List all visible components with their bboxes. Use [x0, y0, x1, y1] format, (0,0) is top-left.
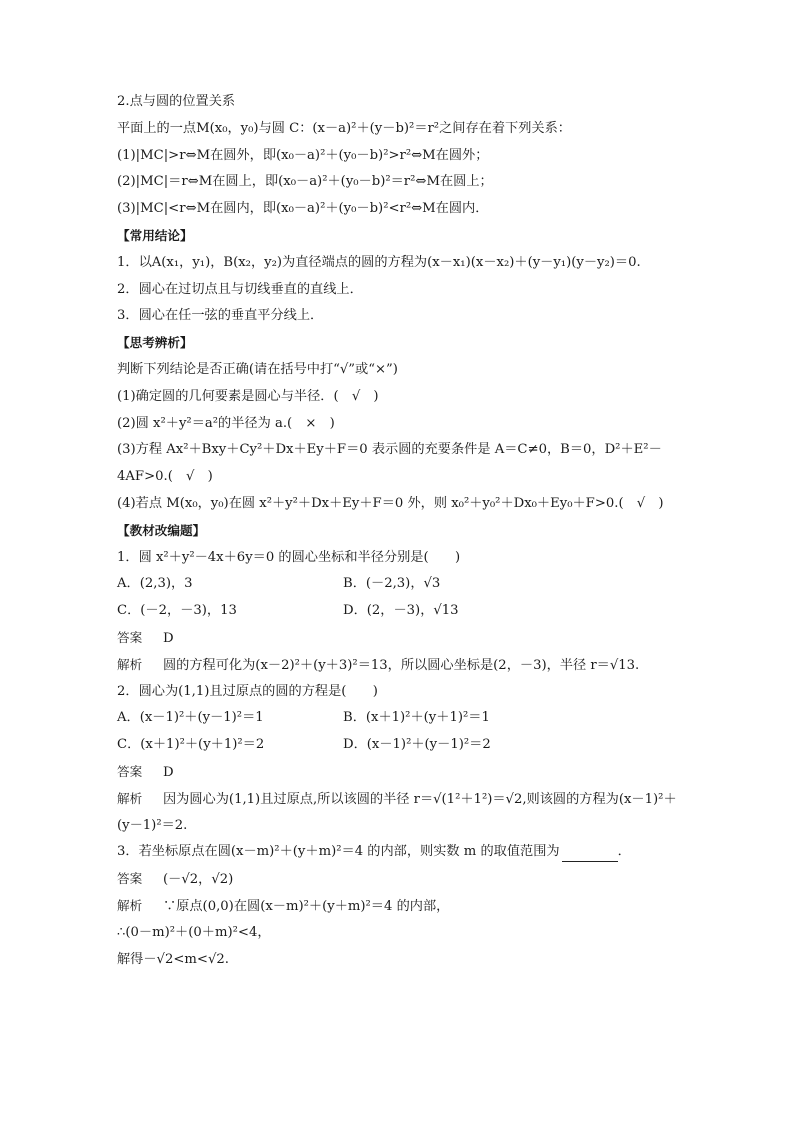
conclusion-item: 1．以A(x₁，y₁)，B(x₂，y₂)为直径端点的圆的方程为(x－x₁)(x－x₂)＋(y－y₁)(y－y₂)＝0. — [117, 254, 641, 270]
analysis-text: 因为圆心为(1,1)且过原点,所以该圆的半径 r＝√(1²＋1²)＝√2,则该圆的方程为(x－1)²＋ — [163, 791, 677, 807]
problem-2-answer — [117, 762, 687, 782]
conclusion-item: 2．圆心在过切点且与切线垂直的直线上． — [117, 281, 363, 297]
relation-outside: (1)|MC|>r⇔M在圆外，即(x₀－a)²＋(y₀－b)²>r²⇔M在圆外； — [117, 147, 489, 163]
problem-1-stem: 1．圆 x²＋y²－4x＋6y＝0 的圆心坐标和半径分别是( ) — [117, 549, 461, 565]
analysis-label: 解析 — [117, 656, 143, 672]
analysis-label: 解析 — [117, 790, 143, 806]
conclusions-heading: 【常用结论】 — [117, 227, 193, 243]
answer-blank[interactable] — [562, 847, 618, 862]
analysis-label: 解析 — [117, 897, 143, 913]
answer-label: 答案 — [117, 871, 143, 887]
problem-3-analysis — [117, 896, 687, 916]
problem-2-options-cd — [117, 735, 687, 755]
stem-end: ． — [617, 844, 631, 860]
conclusion-item: 3．圆心在任一弦的垂直平分线上． — [117, 308, 324, 324]
problem-1-analysis — [117, 655, 687, 675]
problem-3-step-2: ∴(0－m)²＋(0＋m)²<4， — [117, 924, 271, 940]
problem-2-options-ab — [117, 708, 687, 728]
judgement-item-4: (4)若点 M(x₀，y₀)在圆 x²＋y²＋Dx＋Ey＋F＝0 外，则 x₀²＋y₀²＋Dx₀＋Ey₀＋F>0.( √ ) — [117, 495, 664, 511]
section-title: 2.点与圆的位置关系 — [117, 94, 236, 109]
analysis-text: 圆的方程可化为(x－2)²＋(y＋3)²＝13，所以圆心坐标是(2，－3)，半径 r＝√13. — [163, 657, 640, 673]
option-c: C．(－2，－3)，13 — [117, 603, 237, 619]
answer-value: (－√2，√2) — [163, 872, 234, 888]
judgement-item-3: (3)方程 Ax²＋Bxy＋Cy²＋Dx＋Ey＋F＝0 表示圆的充要条件是 A＝C≠0，B＝0，D²＋E²－ — [117, 442, 662, 458]
answer-value: D — [163, 764, 174, 780]
problem-3-stem-text: 3．若坐标原点在圆(x－m)²＋(y＋m)²＝4 的内部，则实数 m 的取值范围为 — [117, 844, 560, 860]
judgement-item-1: (1)确定圆的几何要素是圆心与半径．( √ ) — [117, 388, 379, 404]
problem-1-options-cd — [117, 601, 687, 621]
problem-3-stem — [117, 842, 687, 862]
option-c: C．(x＋1)²＋(y＋1)²＝2 — [117, 737, 265, 753]
relation-inside: (3)|MC|<r⇔M在圆内，即(x₀－a)²＋(y₀－b)²<r²⇔M在圆内． — [117, 201, 489, 217]
judgement-item-3-cont: 4AF>0.( √ ) — [117, 469, 213, 485]
answer-label: 答案 — [117, 763, 143, 779]
option-a: A．(x－1)²＋(y－1)²＝1 — [117, 710, 264, 726]
option-d: D．(x－1)²＋(y－1)²＝2 — [343, 737, 491, 753]
problem-2-analysis — [117, 789, 687, 809]
problem-3-answer — [117, 869, 687, 889]
thinking-prompt: 判断下列结论是否正确(请在括号中打“√”或“×”) — [117, 361, 398, 377]
option-a: A．(2,3)，3 — [117, 576, 193, 592]
document-page — [117, 92, 687, 976]
textbook-heading: 【教材改编题】 — [117, 522, 206, 538]
section-intro: 平面上的一点M(x₀，y₀)与圆 C：(x－a)²＋(y－b)²＝r²之间存在着下列关系： — [117, 120, 571, 136]
thinking-heading: 【思考辨析】 — [117, 335, 193, 351]
option-b: B．(－2,3)，√3 — [343, 576, 441, 592]
answer-label: 答案 — [117, 629, 143, 645]
problem-1-answer — [117, 628, 687, 648]
option-b: B．(x＋1)²＋(y＋1)²＝1 — [343, 710, 490, 726]
problem-2-stem: 2．圆心为(1,1)且过原点的圆的方程是( ) — [117, 683, 378, 699]
analysis-text: ∵原点(0,0)在圆(x－m)²＋(y＋m)²＝4 的内部， — [163, 898, 450, 914]
problem-2-analysis-cont: (y－1)²＝2. — [117, 817, 188, 833]
problem-1-options-ab — [117, 574, 687, 594]
problem-3-step-3: 解得－√2<m<√2. — [117, 951, 229, 967]
option-d: D．(2，－3)，√13 — [343, 603, 459, 619]
answer-value: D — [163, 630, 174, 646]
judgement-item-2: (2)圆 x²＋y²＝a²的半径为 a.( × ) — [117, 415, 335, 431]
relation-on: (2)|MC|＝r⇔M在圆上，即(x₀－a)²＋(y₀－b)²＝r²⇔M在圆上； — [117, 174, 493, 190]
